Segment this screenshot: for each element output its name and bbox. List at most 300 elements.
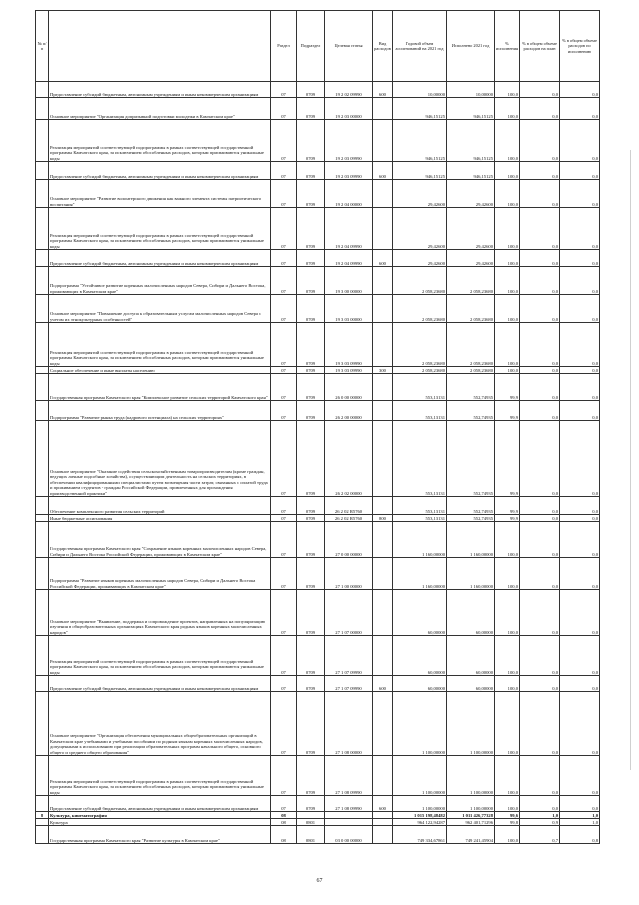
row-pct-exec: 99,9 — [495, 401, 520, 421]
row-fact: 749 241,45904 — [447, 826, 495, 844]
table-row — [36, 374, 600, 401]
row-fact: 1 011 426,77328 — [447, 812, 495, 819]
row-number — [36, 756, 49, 796]
row-pct-total-fact: 0,0 — [560, 421, 600, 497]
row-fact: 552,74935 — [447, 374, 495, 401]
row-pct-total-plan: 0,0 — [520, 796, 560, 812]
row-expense-type — [373, 692, 393, 756]
row-number — [36, 98, 49, 120]
row-plan: 2 058,23680 — [393, 323, 447, 367]
header-name — [49, 11, 271, 82]
row-description: Реализация мероприятий соответствующей подпрограммы в рамках соответствующей государственной программы Камчатского края, за исключением обособленных расходов, которым присваиваются уникальные коды — [49, 636, 271, 676]
row-pct-exec: 99,9 — [495, 374, 520, 401]
row-plan: 60,00000 — [393, 676, 447, 692]
row-pct-total-plan: 0,0 — [520, 401, 560, 421]
row-fact: 29,42600 — [447, 208, 495, 250]
row-expense-type — [373, 295, 393, 323]
row-pct-total-plan: 0,0 — [520, 374, 560, 401]
row-razdel: 07 — [271, 676, 297, 692]
row-fact: 1 100,00000 — [447, 692, 495, 756]
row-razdel: 07 — [271, 367, 297, 374]
row-pct-total-fact: 0,0 — [560, 636, 600, 676]
row-description: Подпрограмма "Развитие языков коренных малочисленных народов Севера, Сибири и Дальнего Востока Российской Федерации, проживающих в Камчатском крае" — [49, 558, 271, 590]
row-fact: 29,42600 — [447, 180, 495, 208]
row-expense-type — [373, 208, 393, 250]
row-number — [36, 180, 49, 208]
table-row — [36, 819, 600, 826]
row-pct-total-fact: 0,0 — [560, 367, 600, 374]
row-plan: 60,00000 — [393, 590, 447, 636]
row-pct-total-fact: 0,0 — [560, 590, 600, 636]
row-pct-total-fact: 0,0 — [560, 295, 600, 323]
row-fact: 10,00000 — [447, 82, 495, 98]
row-target-article: 26 2 02 00000 — [325, 421, 373, 497]
row-plan: 749 334,67861 — [393, 826, 447, 844]
row-pct-exec: 100,0 — [495, 558, 520, 590]
row-pct-exec: 100,0 — [495, 208, 520, 250]
row-pct-total-fact: 0,0 — [560, 250, 600, 267]
row-expense-type: 600 — [373, 796, 393, 812]
row-pct-exec: 99,9 — [495, 421, 520, 497]
row-pct-total-fact: 0,0 — [560, 796, 600, 812]
row-pct-exec: 99,8 — [495, 819, 520, 826]
row-plan: 946,15125 — [393, 98, 447, 120]
row-number — [36, 162, 49, 180]
row-fact: 1 160,00000 — [447, 522, 495, 558]
row-plan: 1 100,00000 — [393, 692, 447, 756]
row-razdel: 07 — [271, 374, 297, 401]
row-number — [36, 295, 49, 323]
row-target-article: 19 3 03 00000 — [325, 295, 373, 323]
table-row — [36, 756, 600, 796]
row-plan: 1 160,00000 — [393, 522, 447, 558]
row-plan: 2 058,23680 — [393, 295, 447, 323]
row-description: Реализация мероприятий соответствующей подпрограммы в рамках соответствующей государственной программы Камчатского края, за исключением обособленных расходов, которым присваиваются уникальные коды — [49, 120, 271, 162]
row-expense-type — [373, 826, 393, 844]
row-podrazdel: 0709 — [297, 250, 325, 267]
header-podrazdel: Подраздел — [297, 11, 325, 82]
row-pct-total-plan: 0,0 — [520, 267, 560, 295]
row-description: Подпрограмма "Устойчивое развитие коренных малочисленных народов Севера, Сибири и Дальнего Востока, проживающих в Камчатском крае" — [49, 267, 271, 295]
row-razdel: 07 — [271, 82, 297, 98]
row-number — [36, 558, 49, 590]
row-pct-exec: 100,0 — [495, 180, 520, 208]
row-pct-exec: 99,6 — [495, 812, 520, 819]
row-pct-total-fact: 0,0 — [560, 98, 600, 120]
row-fact: 946,15125 — [447, 162, 495, 180]
row-description: Предоставление субсидий бюджетным, автономным учреждениям и иным некоммерческим организациям — [49, 676, 271, 692]
table-row — [36, 82, 600, 98]
row-pct-total-plan: 0,0 — [520, 208, 560, 250]
row-pct-exec: 100,0 — [495, 82, 520, 98]
row-target-article: 19 3 03 09990 — [325, 323, 373, 367]
row-fact: 946,15125 — [447, 120, 495, 162]
table-row — [36, 323, 600, 367]
row-pct-total-plan: 0,0 — [520, 590, 560, 636]
row-expense-type: 300 — [373, 367, 393, 374]
row-expense-type — [373, 522, 393, 558]
row-number: 8 — [36, 812, 49, 819]
row-description: Обеспечение комплексного развития сельских территорий — [49, 497, 271, 515]
row-pct-total-fact: 0,0 — [560, 162, 600, 180]
row-fact: 552,74935 — [447, 421, 495, 497]
row-description: Культура — [49, 819, 271, 826]
row-target-article: 03 0 00 00000 — [325, 826, 373, 844]
table-row — [36, 162, 600, 180]
row-description: Государственная программа Камчатского края "Развитие культуры в Камчатском крае" — [49, 826, 271, 844]
row-pct-total-fact: 0,0 — [560, 267, 600, 295]
row-number — [36, 208, 49, 250]
row-plan: 2 058,23680 — [393, 267, 447, 295]
row-podrazdel: 0709 — [297, 497, 325, 515]
row-pct-total-plan: 0,0 — [520, 558, 560, 590]
row-target-article: 19 2 02 09990 — [325, 82, 373, 98]
table-row — [36, 120, 600, 162]
header-razdel: Раздел — [271, 11, 297, 82]
row-fact: 552,74935 — [447, 515, 495, 522]
row-plan: 29,42600 — [393, 250, 447, 267]
row-target-article: 19 2 03 09990 — [325, 162, 373, 180]
row-podrazdel: 0801 — [297, 819, 325, 826]
row-pct-exec: 100,0 — [495, 250, 520, 267]
row-razdel: 07 — [271, 162, 297, 180]
table-body — [36, 82, 600, 844]
row-target-article: 19 3 03 09990 — [325, 367, 373, 374]
table-row — [36, 180, 600, 208]
row-expense-type: 600 — [373, 676, 393, 692]
row-plan: 553,13131 — [393, 374, 447, 401]
row-number — [36, 120, 49, 162]
row-plan: 29,42600 — [393, 180, 447, 208]
table-row — [36, 421, 600, 497]
row-expense-type — [373, 267, 393, 295]
table-row — [36, 401, 600, 421]
row-razdel: 07 — [271, 421, 297, 497]
row-fact: 60,00000 — [447, 636, 495, 676]
row-target-article: 19 2 03 09990 — [325, 120, 373, 162]
row-pct-total-plan: 0,0 — [520, 522, 560, 558]
row-number — [36, 323, 49, 367]
row-expense-type — [373, 558, 393, 590]
row-razdel: 07 — [271, 756, 297, 796]
row-target-article: 27 1 07 00000 — [325, 590, 373, 636]
row-pct-exec: 100,0 — [495, 367, 520, 374]
row-podrazdel: 0709 — [297, 180, 325, 208]
row-description: Подпрограмма "Развитие рынка труда (кадрового потенциала) на сельских территориях" — [49, 401, 271, 421]
row-target-article: 26 0 00 00000 — [325, 374, 373, 401]
budget-table — [35, 10, 600, 844]
row-pct-exec: 100,0 — [495, 522, 520, 558]
row-fact: 552,74935 — [447, 401, 495, 421]
row-expense-type: 600 — [373, 82, 393, 98]
row-number — [36, 590, 49, 636]
row-podrazdel: 0709 — [297, 267, 325, 295]
row-expense-type: 800 — [373, 515, 393, 522]
row-target-article: 26 2 02 R5760 — [325, 515, 373, 522]
row-razdel: 07 — [271, 295, 297, 323]
table-row — [36, 590, 600, 636]
row-podrazdel: 0709 — [297, 756, 325, 796]
row-description: Социальное обеспечение и иные выплаты населению — [49, 367, 271, 374]
row-expense-type: 600 — [373, 250, 393, 267]
row-pct-total-plan: 0,0 — [520, 756, 560, 796]
row-fact: 29,42600 — [447, 250, 495, 267]
row-pct-exec: 100,0 — [495, 826, 520, 844]
row-description: Основное мероприятие "Повышение доступа к образовательным услугам малочисленных народов Севера с учетом их этнокультурных особенностей" — [49, 295, 271, 323]
row-razdel: 07 — [271, 590, 297, 636]
row-podrazdel: 0709 — [297, 522, 325, 558]
row-plan: 553,13131 — [393, 401, 447, 421]
row-description: Предоставление субсидий бюджетным, автономным учреждениям и иным некоммерческим организациям — [49, 796, 271, 812]
row-fact: 1 100,00000 — [447, 756, 495, 796]
row-pct-exec: 100,0 — [495, 796, 520, 812]
row-pct-exec: 100,0 — [495, 692, 520, 756]
row-pct-total-plan: 0,0 — [520, 120, 560, 162]
row-expense-type — [373, 421, 393, 497]
row-pct-total-fact: 0,0 — [560, 401, 600, 421]
row-pct-exec: 100,0 — [495, 162, 520, 180]
row-podrazdel: 0709 — [297, 98, 325, 120]
header-expense-type: Вид расходов — [373, 11, 393, 82]
row-pct-exec: 100,0 — [495, 756, 520, 796]
row-pct-total-fact: 0,0 — [560, 120, 600, 162]
header-fact: Исполнено 2021 год — [447, 11, 495, 82]
row-description: Иные бюджетные ассигнования — [49, 515, 271, 522]
row-pct-exec: 100,0 — [495, 323, 520, 367]
document-page — [35, 10, 599, 844]
row-fact: 2 058,23680 — [447, 323, 495, 367]
row-plan: 1 100,00000 — [393, 756, 447, 796]
row-podrazdel: 0709 — [297, 323, 325, 367]
row-fact: 962 401,71296 — [447, 819, 495, 826]
table-row — [36, 692, 600, 756]
row-plan: 1 015 198,48482 — [393, 812, 447, 819]
row-expense-type — [373, 180, 393, 208]
row-pct-total-fact: 0,0 — [560, 692, 600, 756]
row-pct-exec: 100,0 — [495, 267, 520, 295]
row-expense-type — [373, 819, 393, 826]
row-pct-total-plan: 0,0 — [520, 250, 560, 267]
row-podrazdel: 0709 — [297, 162, 325, 180]
row-razdel: 07 — [271, 323, 297, 367]
row-plan: 946,15125 — [393, 162, 447, 180]
row-target-article: 27 0 00 00000 — [325, 522, 373, 558]
row-plan: 1 160,00000 — [393, 558, 447, 590]
row-target-article: 27 1 08 09990 — [325, 756, 373, 796]
row-target-article: 26 2 00 00000 — [325, 401, 373, 421]
row-pct-total-fact: 0,0 — [560, 756, 600, 796]
header-pct-exec: % исполнения — [495, 11, 520, 82]
row-expense-type — [373, 812, 393, 819]
row-pct-total-plan: 0,0 — [520, 82, 560, 98]
row-razdel: 07 — [271, 208, 297, 250]
row-plan: 553,13131 — [393, 497, 447, 515]
row-pct-total-fact: 0,0 — [560, 515, 600, 522]
row-plan: 946,15125 — [393, 120, 447, 162]
row-target-article: 27 1 07 09990 — [325, 636, 373, 676]
row-expense-type — [373, 756, 393, 796]
row-pct-total-plan: 0,9 — [520, 819, 560, 826]
row-razdel: 08 — [271, 812, 297, 819]
table-row — [36, 367, 600, 374]
table-row — [36, 826, 600, 844]
header-row — [36, 11, 600, 82]
row-pct-exec: 100,0 — [495, 98, 520, 120]
row-razdel: 07 — [271, 636, 297, 676]
row-target-article: 19 2 04 09990 — [325, 250, 373, 267]
row-podrazdel: 0709 — [297, 676, 325, 692]
row-expense-type — [373, 374, 393, 401]
row-pct-exec: 100,0 — [495, 636, 520, 676]
row-razdel: 07 — [271, 401, 297, 421]
row-podrazdel: 0709 — [297, 374, 325, 401]
row-razdel: 07 — [271, 250, 297, 267]
row-number — [36, 82, 49, 98]
row-number — [36, 267, 49, 295]
row-description: Реализация мероприятий соответствующей подпрограммы в рамках соответствующей государственной программы Камчатского края, за исключением обособленных расходов, которым присваиваются уникальные коды — [49, 756, 271, 796]
row-expense-type — [373, 590, 393, 636]
row-fact: 2 058,23680 — [447, 367, 495, 374]
row-razdel: 07 — [271, 522, 297, 558]
row-podrazdel: 0709 — [297, 558, 325, 590]
row-fact: 1 100,00000 — [447, 796, 495, 812]
row-number — [36, 250, 49, 267]
row-pct-total-plan: 0,7 — [520, 826, 560, 844]
row-podrazdel: 0709 — [297, 692, 325, 756]
row-target-article: 27 1 08 09990 — [325, 796, 373, 812]
table-row — [36, 796, 600, 812]
row-pct-exec: 99,9 — [495, 497, 520, 515]
row-podrazdel: 0709 — [297, 82, 325, 98]
table-row — [36, 497, 600, 515]
row-podrazdel: 0801 — [297, 826, 325, 844]
header-target-article: Целевая статья — [325, 11, 373, 82]
row-podrazdel: 0709 — [297, 421, 325, 497]
row-razdel: 07 — [271, 558, 297, 590]
row-razdel: 07 — [271, 120, 297, 162]
row-pct-total-fact: 0,0 — [560, 374, 600, 401]
row-target-article: 27 1 00 00000 — [325, 558, 373, 590]
row-pct-total-plan: 0,0 — [520, 295, 560, 323]
row-pct-total-fact: 0,0 — [560, 676, 600, 692]
row-target-article: 19 2 04 09990 — [325, 208, 373, 250]
row-number — [36, 636, 49, 676]
header-plan: Годовой объем ассигнований на 2021 год — [393, 11, 447, 82]
row-pct-total-fact: 0,0 — [560, 558, 600, 590]
table-row — [36, 558, 600, 590]
table-row — [36, 636, 600, 676]
row-expense-type — [373, 323, 393, 367]
row-pct-total-plan: 0,0 — [520, 692, 560, 756]
row-expense-type — [373, 120, 393, 162]
row-razdel: 07 — [271, 796, 297, 812]
row-podrazdel — [297, 812, 325, 819]
table-row — [36, 208, 600, 250]
row-pct-exec: 100,0 — [495, 295, 520, 323]
row-number — [36, 374, 49, 401]
row-podrazdel: 0709 — [297, 208, 325, 250]
row-plan: 553,13131 — [393, 515, 447, 522]
row-pct-total-fact: 0,0 — [560, 522, 600, 558]
row-description: Основное мероприятие "Выявление, поддержка и сопровождение проектов, направленных на популяризацию изучения в общеобразовательных организациях Камчатского края родных языков коренных малочисленных народов" — [49, 590, 271, 636]
row-pct-exec: 100,0 — [495, 676, 520, 692]
scan-edge-line — [630, 150, 631, 770]
row-plan: 29,42600 — [393, 208, 447, 250]
row-description: Основное мероприятие "Оказание содействия сельскохозяйственным товаропроизводителям (кроме граждан, ведущих личные подсобные хозяйства), осуществляющим деятельность на сельских территориях, в обеспечении квалифицированными специалистами путем возмещения части затрат, связанных с оплатой труда и проживанием студентов - граждан Российской Федерации, привлеченных для прохождения производственной практики" — [49, 421, 271, 497]
table-row — [36, 522, 600, 558]
table-row — [36, 812, 600, 819]
row-pct-total-plan: 0,0 — [520, 367, 560, 374]
row-fact: 2 058,23680 — [447, 267, 495, 295]
row-pct-total-plan: 0,0 — [520, 676, 560, 692]
row-pct-total-plan: 0,0 — [520, 421, 560, 497]
row-razdel: 07 — [271, 692, 297, 756]
table-row — [36, 676, 600, 692]
row-number — [36, 692, 49, 756]
row-fact: 1 160,00000 — [447, 558, 495, 590]
row-description: Предоставление субсидий бюджетным, автономным учреждениям и иным некоммерческим организациям — [49, 250, 271, 267]
row-razdel: 08 — [271, 826, 297, 844]
row-target-article — [325, 819, 373, 826]
row-target-article — [325, 812, 373, 819]
row-target-article: 27 1 07 09990 — [325, 676, 373, 692]
row-razdel: 07 — [271, 267, 297, 295]
header-num: № п/п — [36, 11, 49, 82]
row-podrazdel: 0709 — [297, 515, 325, 522]
row-plan: 60,00000 — [393, 636, 447, 676]
row-number — [36, 676, 49, 692]
row-pct-total-plan: 1,0 — [520, 812, 560, 819]
row-fact: 552,74935 — [447, 497, 495, 515]
row-plan: 2 058,23680 — [393, 367, 447, 374]
row-pct-exec: 100,0 — [495, 590, 520, 636]
row-pct-total-plan: 0,0 — [520, 515, 560, 522]
page-number: 67 — [316, 878, 323, 884]
row-number — [36, 826, 49, 844]
header-pct-total-plan: % в общем объеме расходов на план — [520, 11, 560, 82]
table-row — [36, 267, 600, 295]
row-description: Реализация мероприятий соответствующей подпрограммы в рамках соответствующей государственной программы Камчатского края, за исключением обособленных расходов, которым присваиваются уникальные коды — [49, 208, 271, 250]
row-razdel: 07 — [271, 497, 297, 515]
row-plan: 1 100,00000 — [393, 796, 447, 812]
row-pct-total-fact: 1,0 — [560, 819, 600, 826]
row-pct-total-fact: 0,8 — [560, 826, 600, 844]
table-row — [36, 250, 600, 267]
row-expense-type — [373, 497, 393, 515]
row-podrazdel: 0709 — [297, 401, 325, 421]
row-target-article: 26 2 02 R5760 — [325, 497, 373, 515]
row-pct-total-plan: 0,0 — [520, 636, 560, 676]
table-row — [36, 295, 600, 323]
row-pct-exec: 100,0 — [495, 120, 520, 162]
row-pct-exec: 99,9 — [495, 515, 520, 522]
row-description: Государственная программа Камчатского края "Комплексное развитие сельских территорий Камчатского края" — [49, 374, 271, 401]
row-expense-type: 600 — [373, 162, 393, 180]
row-pct-total-fact: 0,0 — [560, 82, 600, 98]
row-razdel: 07 — [271, 515, 297, 522]
row-razdel: 08 — [271, 819, 297, 826]
row-number — [36, 401, 49, 421]
row-number — [36, 522, 49, 558]
row-description: Предоставление субсидий бюджетным, автономным учреждениям и иным некоммерческим организациям — [49, 82, 271, 98]
row-number — [36, 819, 49, 826]
table-row — [36, 98, 600, 120]
row-number — [36, 515, 49, 522]
row-plan: 964 122,94287 — [393, 819, 447, 826]
row-razdel: 07 — [271, 180, 297, 208]
row-target-article: 19 3 00 00000 — [325, 267, 373, 295]
row-fact: 60,00000 — [447, 590, 495, 636]
